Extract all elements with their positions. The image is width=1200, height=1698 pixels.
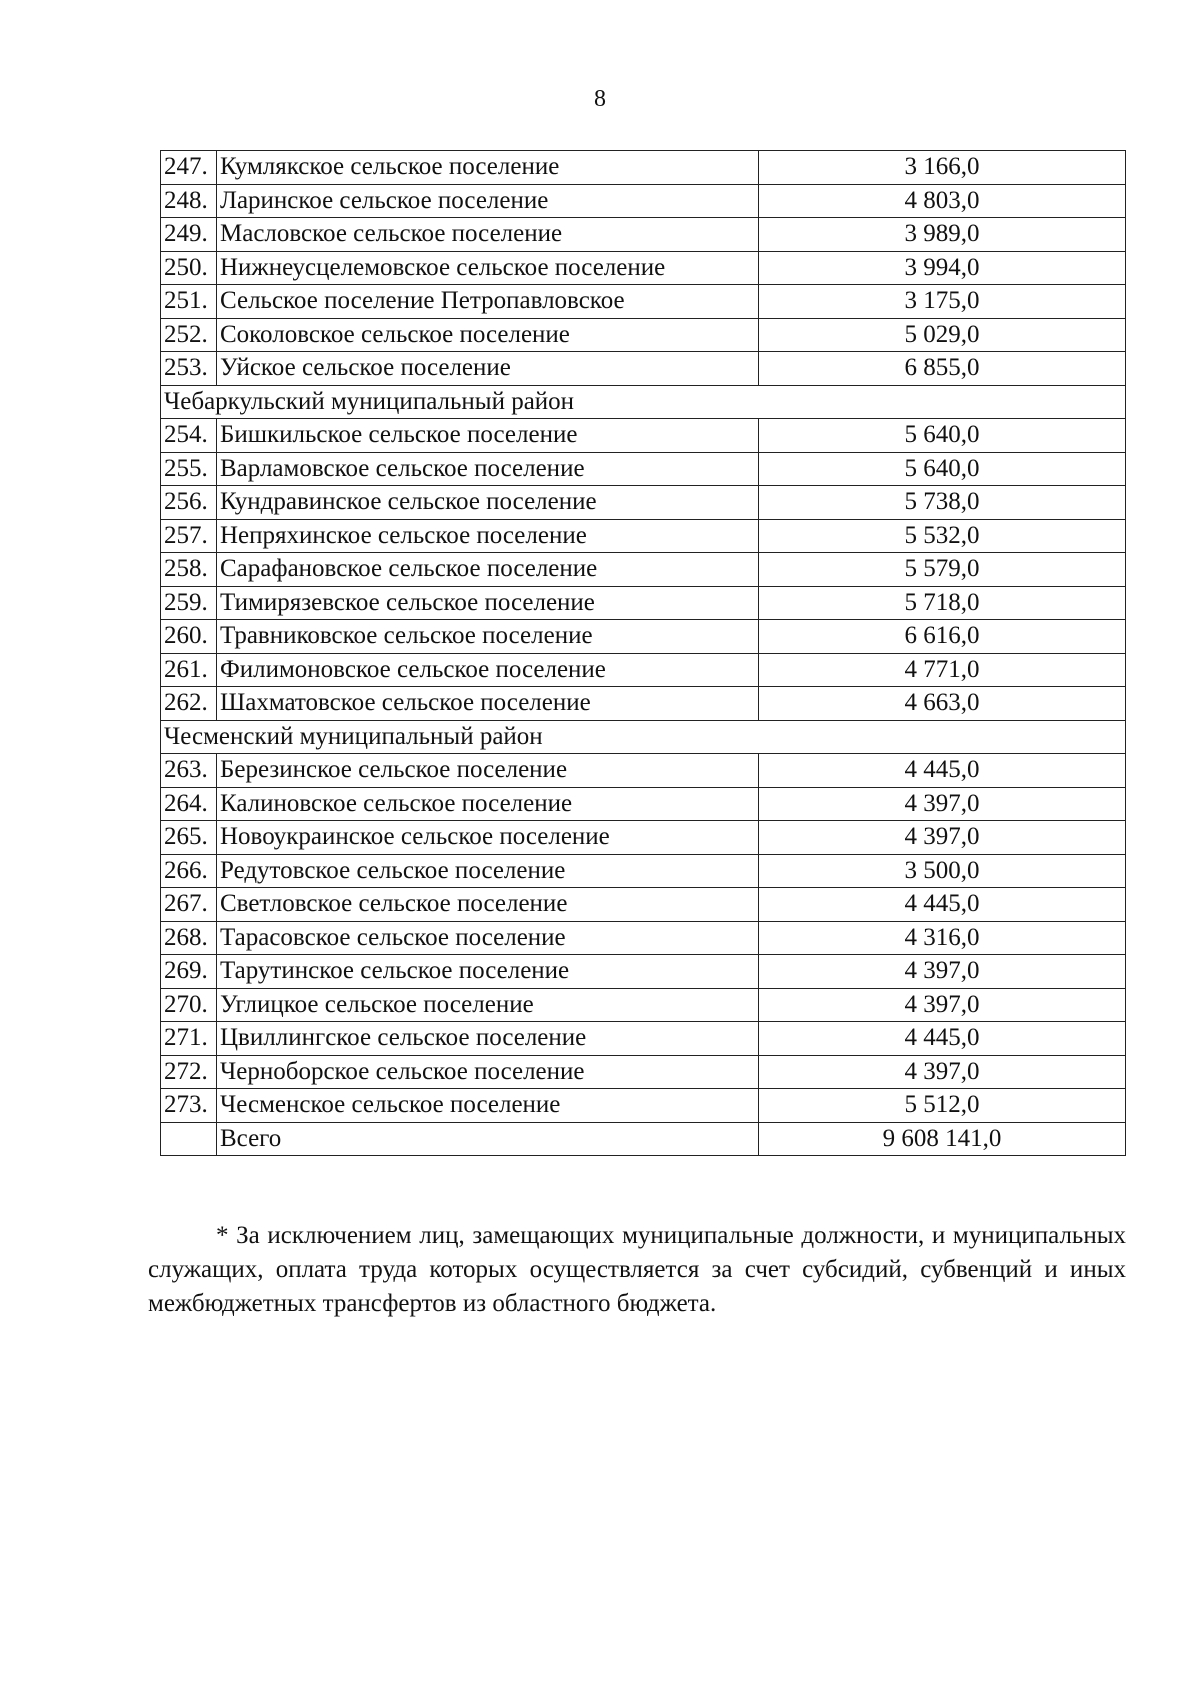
table-row [161,854,1126,888]
amount-value: 5 512,0 [759,1089,1126,1123]
row-number: 250. [161,251,217,285]
table-row [161,151,1126,185]
row-number: 255. [161,452,217,486]
table-row [161,955,1126,989]
settlement-name: Черноборское сельское поселение [217,1055,759,1089]
table-row [161,988,1126,1022]
amount-value: 4 397,0 [759,821,1126,855]
amount-value: 5 532,0 [759,519,1126,553]
settlement-name: Светловское сельское поселение [217,888,759,922]
amount-value: 4 397,0 [759,988,1126,1022]
table-row [161,553,1126,587]
amount-value: 4 316,0 [759,921,1126,955]
row-number: 256. [161,486,217,520]
amount-value: 6 855,0 [759,352,1126,386]
total-label: Всего [217,1122,759,1156]
table-row [161,318,1126,352]
table-row [161,419,1126,453]
row-number: 264. [161,787,217,821]
table-row [161,1089,1126,1123]
settlement-name: Чесменское сельское поселение [217,1089,759,1123]
table-row [161,687,1126,721]
settlement-name: Сарафановское сельское поселение [217,553,759,587]
table-row [161,352,1126,386]
table-row [161,787,1126,821]
amount-value: 4 397,0 [759,1055,1126,1089]
amount-value: 4 445,0 [759,754,1126,788]
row-number: 254. [161,419,217,453]
row-number: 267. [161,888,217,922]
row-number: 249. [161,218,217,252]
row-number: 253. [161,352,217,386]
settlement-name: Калиновское сельское поселение [217,787,759,821]
row-number: 252. [161,318,217,352]
settlement-name: Бишкильское сельское поселение [217,419,759,453]
amount-value: 3 175,0 [759,285,1126,319]
settlement-name: Варламовское сельское поселение [217,452,759,486]
row-number: 257. [161,519,217,553]
amount-value: 4 663,0 [759,687,1126,721]
row-number: 259. [161,586,217,620]
row-number: 263. [161,754,217,788]
row-number: 271. [161,1022,217,1056]
settlement-name: Соколовское сельское поселение [217,318,759,352]
table-row [161,1022,1126,1056]
amount-value: 6 616,0 [759,620,1126,654]
amount-value: 3 500,0 [759,854,1126,888]
amount-value: 3 166,0 [759,151,1126,185]
settlements-table [160,150,1126,1156]
table-row [161,821,1126,855]
table-row [161,620,1126,654]
row-number: 261. [161,653,217,687]
table-row [161,888,1126,922]
table-row [161,184,1126,218]
row-number [161,1122,217,1156]
settlement-name: Нижнеусцелемовское сельское поселение [217,251,759,285]
settlement-name: Масловское сельское поселение [217,218,759,252]
amount-value: 3 989,0 [759,218,1126,252]
amount-value: 4 445,0 [759,1022,1126,1056]
amount-value: 5 029,0 [759,318,1126,352]
row-number: 273. [161,1089,217,1123]
table-row [161,921,1126,955]
district-name: Чебаркульский муниципальный район [161,385,1126,419]
settlement-name: Цвиллингское сельское поселение [217,1022,759,1056]
amount-value: 3 994,0 [759,251,1126,285]
district-name: Чесменский муниципальный район [161,720,1126,754]
page-number: 8 [594,86,606,112]
row-number: 272. [161,1055,217,1089]
settlement-name: Кундравинское сельское поселение [217,486,759,520]
row-number: 270. [161,988,217,1022]
settlement-name: Ларинское сельское поселение [217,184,759,218]
settlement-name: Тарасовское сельское поселение [217,921,759,955]
amount-value: 5 579,0 [759,553,1126,587]
settlement-name: Непряхинское сельское поселение [217,519,759,553]
settlement-name: Редутовское сельское поселение [217,854,759,888]
total-row [161,1122,1126,1156]
settlement-name: Тарутинское сельское поселение [217,955,759,989]
amount-value: 5 640,0 [759,419,1126,453]
settlement-name: Углицкое сельское поселение [217,988,759,1022]
settlement-name: Кумлякское сельское поселение [217,151,759,185]
table-body [161,151,1126,1156]
row-number: 262. [161,687,217,721]
row-number: 260. [161,620,217,654]
amount-value: 4 803,0 [759,184,1126,218]
table-row [161,486,1126,520]
row-number: 265. [161,821,217,855]
table-row [161,519,1126,553]
row-number: 258. [161,553,217,587]
table-row [161,218,1126,252]
settlement-name: Березинское сельское поселение [217,754,759,788]
row-number: 269. [161,955,217,989]
table-row [161,1055,1126,1089]
amount-value: 4 397,0 [759,955,1126,989]
row-number: 266. [161,854,217,888]
amount-value: 4 397,0 [759,787,1126,821]
settlement-name: Тимирязевское сельское поселение [217,586,759,620]
settlement-name: Филимоновское сельское поселение [217,653,759,687]
row-number: 251. [161,285,217,319]
table-row [161,586,1126,620]
settlement-name: Сельское поселение Петропавловское [217,285,759,319]
district-header-row [161,720,1126,754]
settlement-name: Уйское сельское поселение [217,352,759,386]
table-row [161,285,1126,319]
table-row [161,251,1126,285]
row-number: 247. [161,151,217,185]
row-number: 268. [161,921,217,955]
table-row [161,754,1126,788]
table-row [161,452,1126,486]
amount-value: 4 771,0 [759,653,1126,687]
footnote: * За исключением лиц, замещающих муниципальные должности, и муниципальных служащих, оплата труда которых осуществляется за счет субсидий, субвенций и иных межбюджетных трансфертов из областного бюджета. [148,1222,1126,1317]
row-number: 248. [161,184,217,218]
amount-value: 5 738,0 [759,486,1126,520]
amount-value: 4 445,0 [759,888,1126,922]
settlement-name: Травниковское сельское поселение [217,620,759,654]
amount-value: 5 640,0 [759,452,1126,486]
settlement-name: Новоукраинское сельское поселение [217,821,759,855]
district-header-row [161,385,1126,419]
settlement-name: Шахматовское сельское поселение [217,687,759,721]
amount-value: 5 718,0 [759,586,1126,620]
total-value: 9 608 141,0 [759,1122,1126,1156]
table-row [161,653,1126,687]
